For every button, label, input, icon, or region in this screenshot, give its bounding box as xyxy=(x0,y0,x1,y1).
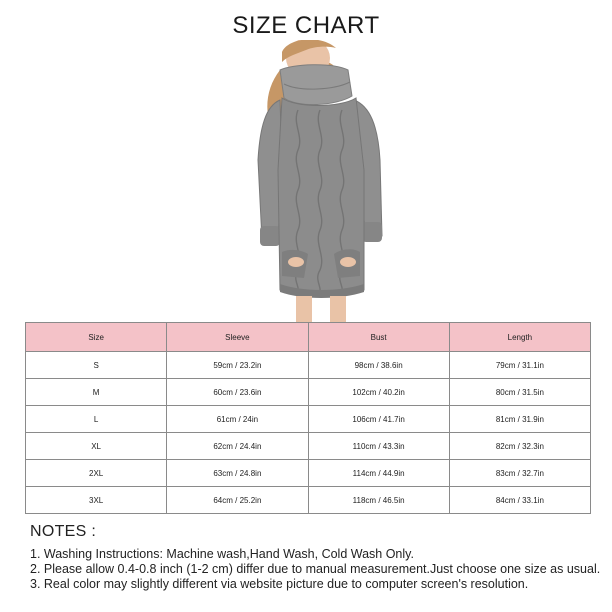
note-item: 1. Washing Instructions: Machine wash,Hand Wash, Cold Wash Only. xyxy=(30,547,414,561)
size-cell: M xyxy=(26,379,167,406)
sweater-dress-photo xyxy=(236,40,402,324)
size-cell: L xyxy=(26,406,167,433)
length-cell: 81cm / 31.9in xyxy=(449,406,590,433)
size-cell: S xyxy=(26,352,167,379)
table-row xyxy=(26,352,591,379)
sleeve-cell: 59cm / 23.2in xyxy=(167,352,308,379)
table-row xyxy=(26,379,591,406)
note-item: 3. Real color may slightly different via website picture due to computer screen's resolution. xyxy=(30,577,529,591)
bust-cell: 110cm / 43.3in xyxy=(308,433,449,460)
length-cell: 79cm / 31.1in xyxy=(449,352,590,379)
table-row xyxy=(26,433,591,460)
sleeve-cell: 61cm / 24in xyxy=(167,406,308,433)
column-header-sleeve: Sleeve xyxy=(167,323,308,352)
length-cell: 80cm / 31.5in xyxy=(449,379,590,406)
column-header-length: Length xyxy=(449,323,590,352)
bust-cell: 118cm / 46.5in xyxy=(308,487,449,514)
note-item: 2. Please allow 0.4-0.8 inch (1-2 cm) differ due to manual measurement.Just choose one size as usual. xyxy=(30,562,601,576)
length-cell: 83cm / 32.7in xyxy=(449,460,590,487)
column-header-size: Size xyxy=(26,323,167,352)
notes-section xyxy=(30,523,600,592)
table-row xyxy=(26,460,591,487)
notes-heading: NOTES : xyxy=(30,523,97,540)
sleeve-cell: 60cm / 23.6in xyxy=(167,379,308,406)
sleeve-cell: 62cm / 24.4in xyxy=(167,433,308,460)
table-header-row xyxy=(26,323,591,352)
size-cell: XL xyxy=(26,433,167,460)
length-cell: 82cm / 32.3in xyxy=(449,433,590,460)
table-row xyxy=(26,487,591,514)
bust-cell: 114cm / 44.9in xyxy=(308,460,449,487)
size-chart-table xyxy=(25,322,591,514)
sleeve-cell: 63cm / 24.8in xyxy=(167,460,308,487)
bust-cell: 106cm / 41.7in xyxy=(308,406,449,433)
right-leg xyxy=(330,296,346,324)
left-leg xyxy=(296,296,312,324)
column-header-bust: Bust xyxy=(308,323,449,352)
size-cell: 2XL xyxy=(26,460,167,487)
bust-cell: 102cm / 40.2in xyxy=(308,379,449,406)
size-cell: 3XL xyxy=(26,487,167,514)
sleeve-cell: 64cm / 25.2in xyxy=(167,487,308,514)
turtleneck-collar xyxy=(280,65,352,105)
table-row xyxy=(26,406,591,433)
length-cell: 84cm / 33.1in xyxy=(449,487,590,514)
page-title: SIZE CHART xyxy=(232,12,380,39)
bust-cell: 98cm / 38.6in xyxy=(308,352,449,379)
